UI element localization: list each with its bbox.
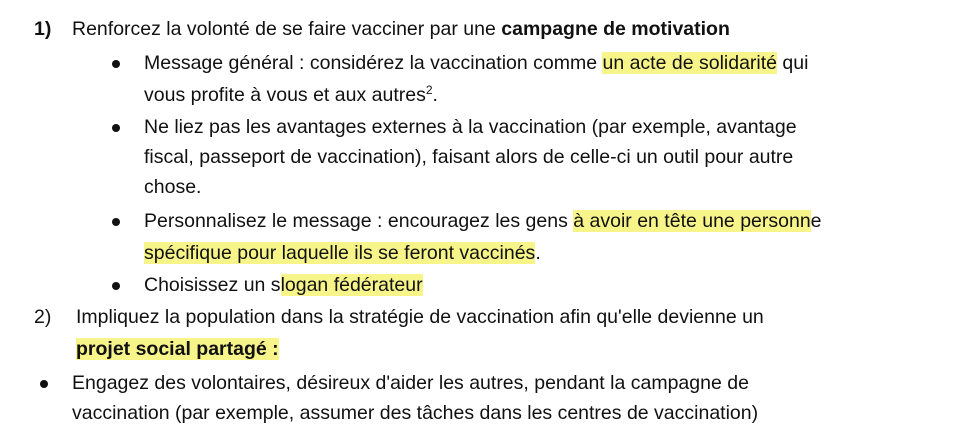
bullet-dot	[40, 380, 48, 388]
bullet-dot	[112, 282, 120, 290]
item-1-heading	[72, 14, 730, 44]
bullet-1-text-end: qui	[777, 52, 809, 74]
item-2-bullet-line-2: vaccination (par exemple, assumer des tâches dans les centres de vaccination)	[72, 402, 759, 424]
bullet-3-text-end: e	[810, 210, 822, 232]
item-2-highlight-bold: projet social partagé :	[76, 338, 279, 360]
bullet-1-text: Message général : considérez la vaccination comme	[144, 52, 603, 74]
bullet-3-line-1	[144, 206, 822, 236]
item-2-line-2	[76, 334, 279, 364]
item-1-heading-bold: campagne de motivation	[501, 18, 730, 40]
bullet-1-line-2	[144, 80, 438, 110]
bullet-4-highlight: logan fédérateur	[280, 274, 423, 296]
bullet-3-text: Personnalisez le message : encouragez les gens	[144, 210, 574, 232]
footnote-marker: 2	[425, 83, 433, 97]
bullet-2-line-2: fiscal, passeport de vaccination), faisant alors de celle-ci un outil pour autre	[144, 146, 794, 168]
bullet-1-line-1	[144, 48, 808, 78]
bullet-3-highlight: à avoir en tête une personn	[573, 210, 811, 232]
bullet-3-line-2	[144, 238, 541, 268]
bullet-4-line-1	[144, 270, 423, 300]
item-1-heading-text: Renforcez la volonté de se faire vacciner par une	[72, 18, 502, 40]
bullet-3-highlight-2: spécifique pour laquelle ils se feront vaccinés	[144, 242, 536, 264]
item-2-bullet-line-1: Engagez des volontaires, désireux d'aider les autres, pendant la campagne de	[72, 372, 749, 394]
bullet-2-line-1: Ne liez pas les avantages externes à la vaccination (par exemple, avantage	[144, 116, 797, 138]
bullet-1-highlight: un acte de solidarité	[602, 52, 778, 74]
bullet-dot	[112, 218, 120, 226]
item-1-number: 1)	[34, 18, 52, 40]
bullet-1-line-2-text: vous profite à vous et aux autres	[144, 84, 426, 106]
bullet-4-text: Choisissez un s	[144, 274, 281, 296]
bullet-dot	[112, 60, 120, 68]
bullet-1-line-2-end: .	[432, 84, 438, 106]
bullet-dot	[112, 124, 120, 132]
item-2-line-1: Impliquez la population dans la stratégie de vaccination afin qu'elle devienne un	[76, 306, 764, 328]
bullet-3-line-2-end: .	[535, 242, 541, 264]
item-2-number: 2)	[34, 306, 52, 328]
bullet-2-line-3: chose.	[144, 176, 202, 198]
